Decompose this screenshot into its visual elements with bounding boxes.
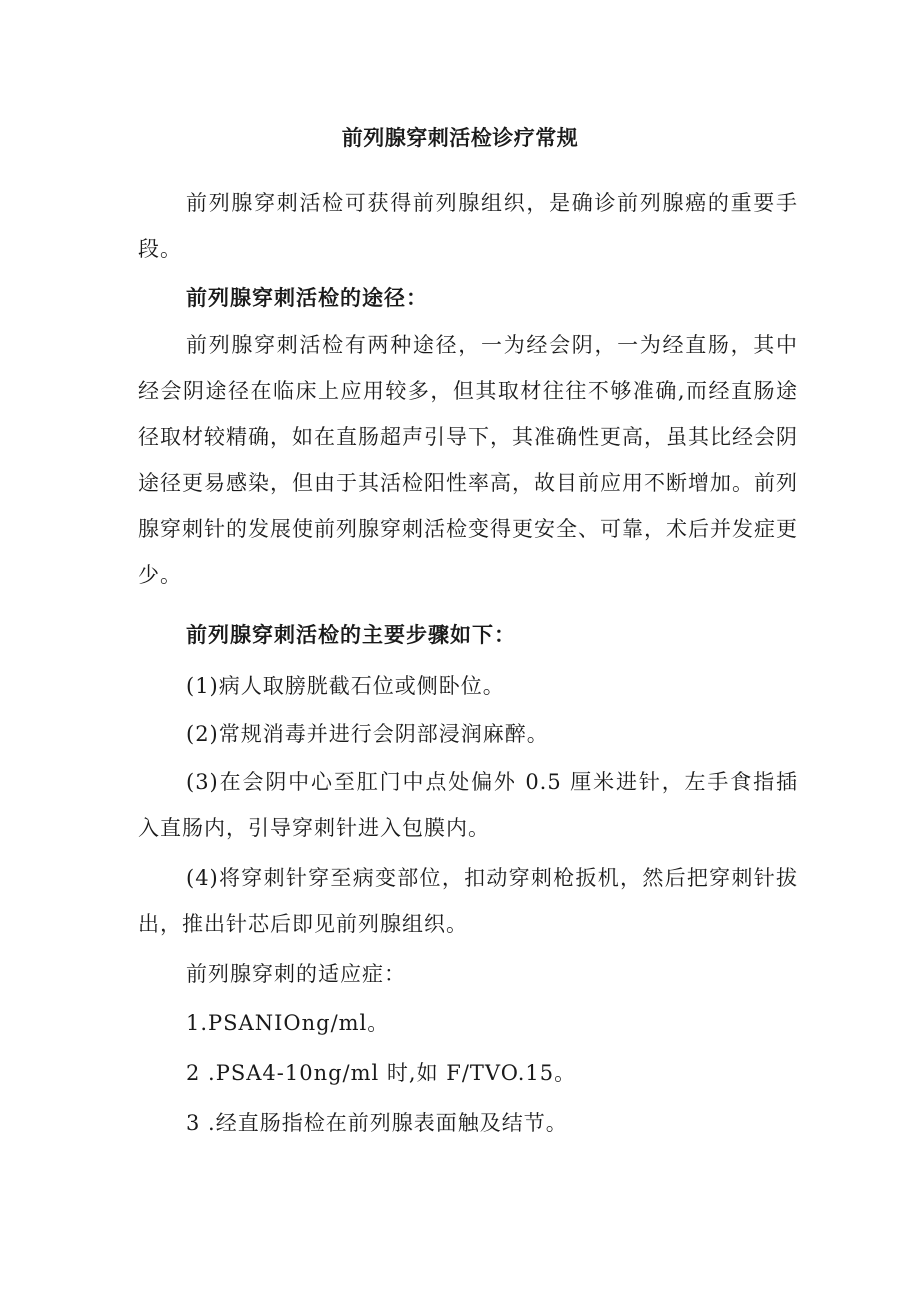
intro-paragraph: 前列腺穿刺活检可获得前列腺组织，是确诊前列腺癌的重要手段。 — [138, 191, 798, 261]
steps-heading: 前列腺穿刺活检的主要步骤如下： — [186, 622, 516, 647]
indication-item-1: 1.PSANIOng/ml。 — [186, 1011, 390, 1035]
indication-item-3: 3 .经直肠指检在前列腺表面触及结节。 — [186, 1111, 568, 1135]
indications-heading: 前列腺穿刺的适应症： — [186, 962, 406, 986]
indication-item-2: 2 .PSA4-10ng/ml 时,如 F/TVO.15。 — [186, 1061, 577, 1085]
step-item-1: (1)病人取膀胱截石位或侧卧位。 — [186, 674, 505, 698]
step-item-4: (4)将穿刺针穿至病变部位，扣动穿刺枪扳机，然后把穿刺针拔出，推出针芯后即见前列腺组织。 — [138, 866, 798, 936]
step-item-2: (2)常规消毒并进行会阴部浸润麻醉。 — [186, 722, 549, 746]
document-title: 前列腺穿刺活检诊疗常规 — [341, 125, 579, 150]
route-paragraph: 前列腺穿刺活检有两种途径，一为经会阴，一为经直肠，其中经会阴途径在临床上应用较多，但其取材往往不够准确,而经直肠途径取材较精确，如在直肠超声引导下，其准确性更高，虽其比经会阴途径更易感染，但由于其活检阳性率高，故目前应用不断增加。前列腺穿刺针的发展使前列腺穿刺活检变得更安全、可靠，术后并发症更少。 — [138, 333, 798, 587]
route-heading: 前列腺穿刺活检的途径： — [186, 285, 428, 310]
step-item-3: (3)在会阴中心至肛门中点处偏外 0.5 厘米进针，左手食指插入直肠内，引导穿刺针进入包膜内。 — [138, 770, 798, 840]
